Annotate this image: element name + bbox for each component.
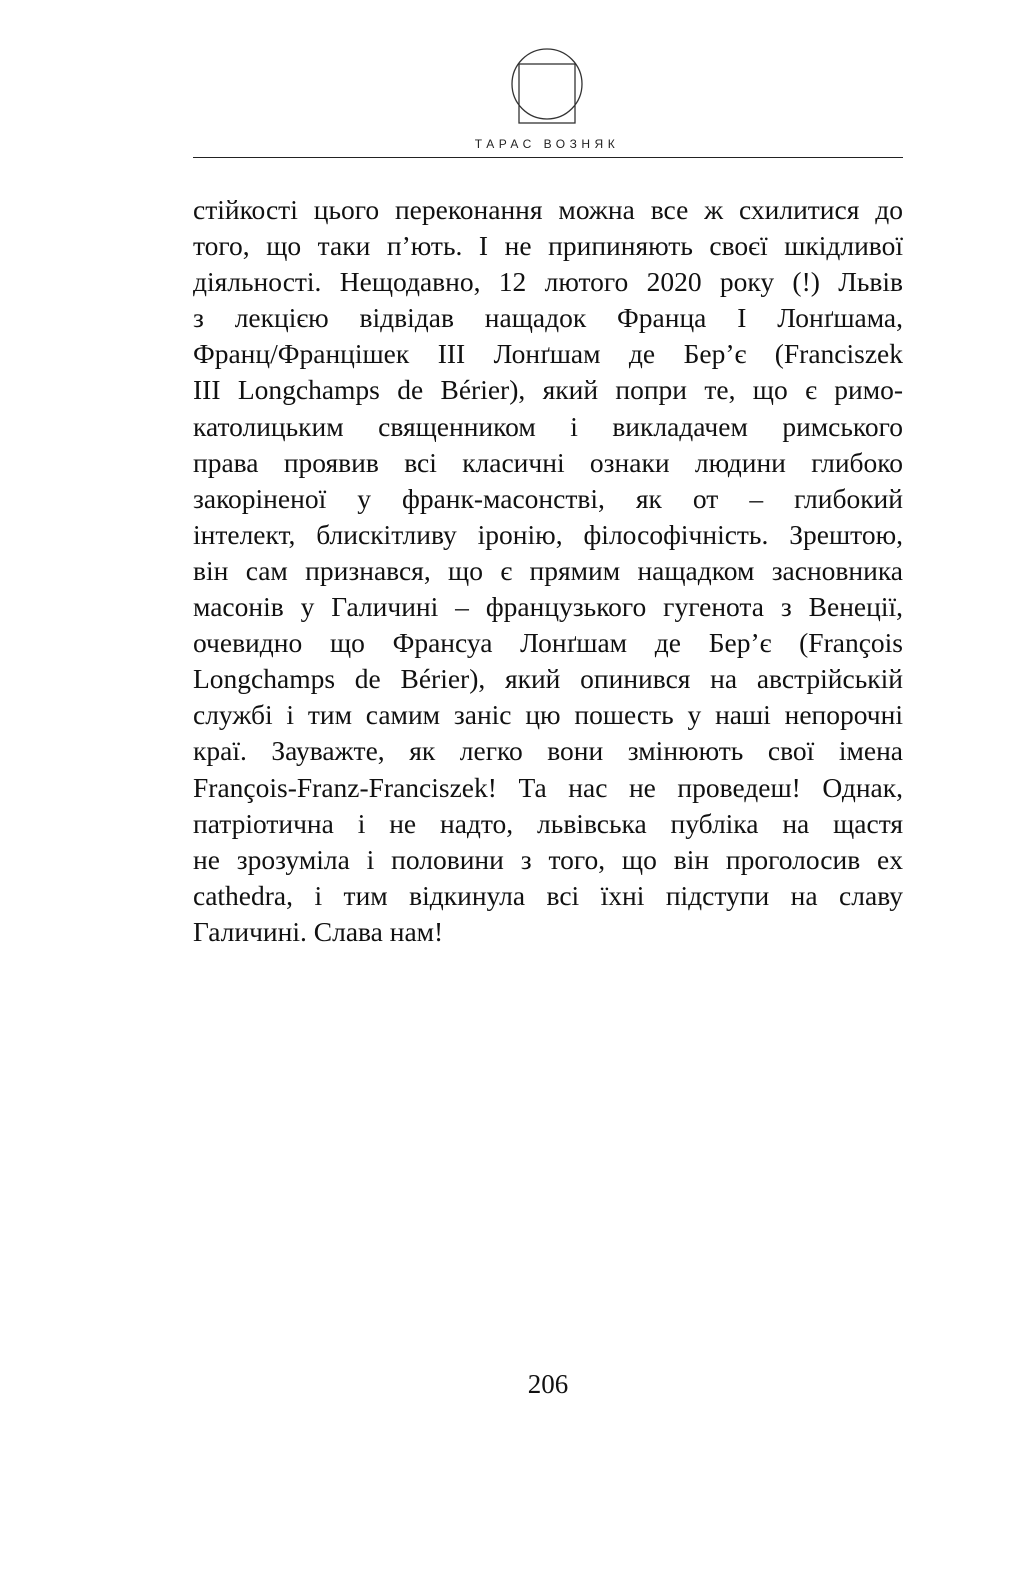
text-line: стійкості цього переконання можна все ж схилитися до — [193, 194, 903, 225]
text-line: того, що таки п’ють. І не припиняють своєї шкідливої — [193, 230, 903, 262]
circle-square-emblem-icon — [511, 47, 583, 127]
text-line-last: Галичині. Слава нам! — [193, 915, 444, 947]
text-line: права проявив всі класичні ознаки людини глибоко — [193, 446, 903, 478]
text-line: краї. Зауважте, як легко вони змінюють свої імена — [193, 735, 903, 767]
text-line: Longchamps de Bérier), який опинився на австрійській — [193, 663, 903, 695]
text-line: закоріненої у франк-масонстві, як от – глибокий — [193, 482, 903, 514]
text-line: очевидно що Франсуа Лонґшам де Бер’є (François — [193, 627, 903, 659]
text-line: інтелект, блискітливу іронію, філософічність. Зрештою, — [193, 518, 903, 550]
text-line: масонів у Галичині – французького гугенота з Венеції, — [193, 591, 903, 623]
text-line: François-Franz-Franciszek! Та нас не проведеш! Однак, — [193, 771, 903, 803]
text-line: з лекцією відвідав нащадок Франца І Лонґшама, — [193, 302, 903, 334]
text-line: патріотична і не надто, львівська публіка на щастя — [193, 807, 903, 839]
text-line: католицьким священником і викладачем римського — [193, 410, 903, 442]
text-line: cathedra, і тим відкинула всі їхні підступи на славу — [193, 879, 903, 911]
running-header-title: ТАРАС ВОЗНЯК — [474, 137, 620, 151]
text-line: він сам признався, що є прямим нащадком засновника — [193, 554, 903, 586]
text-line: не зрозуміла і половини з того, що він проголосив ex — [193, 843, 903, 875]
header-rule — [193, 157, 903, 158]
page-number: 206 — [527, 1369, 569, 1399]
text-line: Франц/Францішек ІІІ Лонґшам де Бер’є (Franciszek — [193, 338, 903, 370]
text-line: службі і тим самим заніс цю пошесть у наші непорочні — [193, 699, 903, 731]
text-line: III Longchamps de Bérier), який попри те, що є римо- — [193, 374, 903, 406]
body-text — [193, 192, 903, 950]
text-line: діяльності. Нещодавно, 12 лютого 2020 року (!) Львів — [193, 266, 903, 298]
